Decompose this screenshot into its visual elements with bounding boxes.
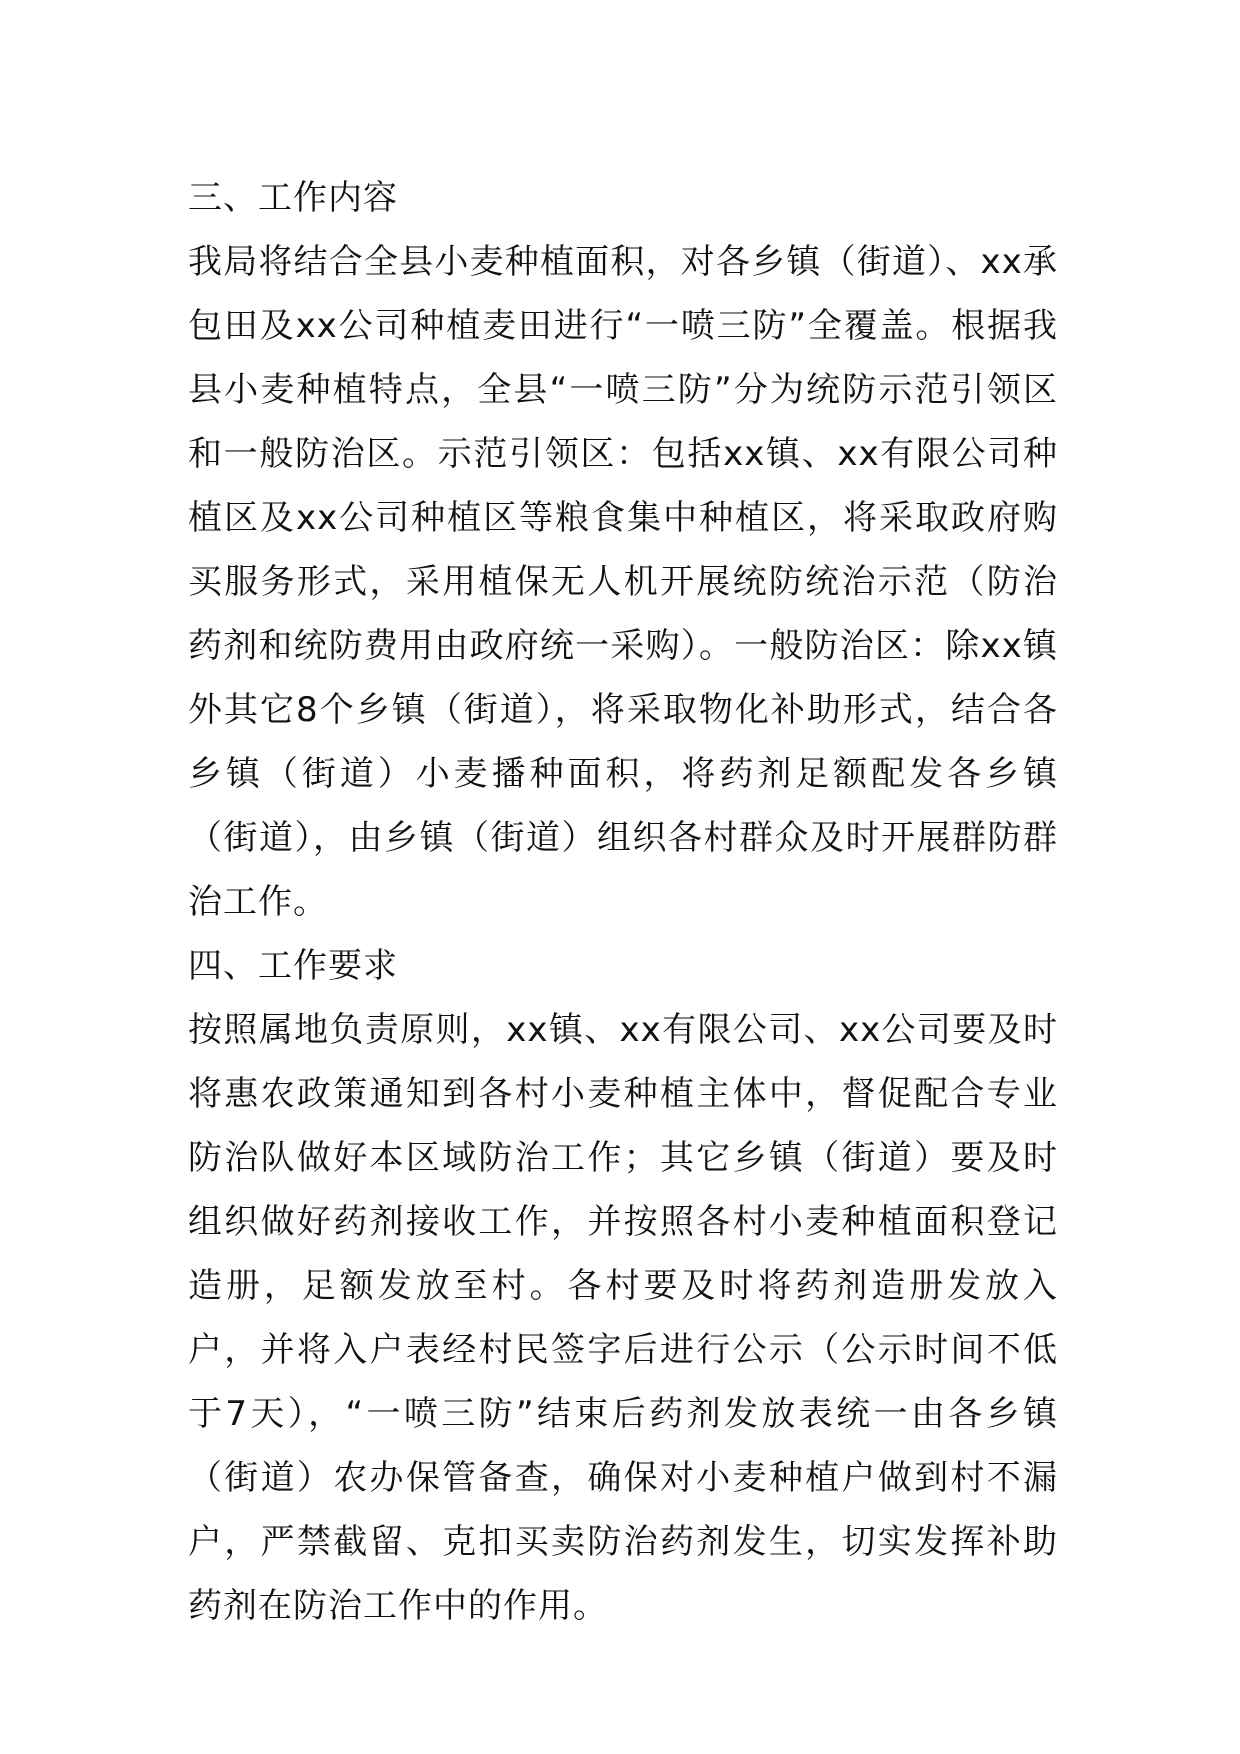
section-heading: 四、工作要求	[188, 946, 398, 986]
section-work-requirements	[188, 934, 1058, 1638]
section-heading: 三、工作内容	[188, 178, 398, 218]
section-work-content	[188, 166, 1058, 934]
section-paragraph: 我局将结合全县小麦种植面积，对各乡镇（街道）、xx承包田及xx公司种植麦田进行“一喷三防”全覆盖。根据我县小麦种植特点，全县“一喷三防”分为统防示范引领区和一般防治区。示范引领区：包括xx镇、xx有限公司种植区及xx公司种植区等粮食集中种植区，将采取政府购买服务形式，采用植保无人机开展统防统治示范（防治药剂和统防费用由政府统一采购）。一般防治区：除xx镇外其它8个乡镇（街道），将采取物化补助形式，结合各乡镇（街道）小麦播种面积，将药剂足额配发各乡镇（街道），由乡镇（街道）组织各村群众及时开展群防群治工作。	[188, 242, 1058, 922]
section-paragraph: 按照属地负责原则，xx镇、xx有限公司、xx公司要及时将惠农政策通知到各村小麦种植主体中，督促配合专业防治队做好本区域防治工作；其它乡镇（街道）要及时组织做好药剂接收工作，并按照各村小麦种植面积登记造册，足额发放至村。各村要及时将药剂造册发放入户，并将入户表经村民签字后进行公示（公示时间不低于7天），“一喷三防”结束后药剂发放表统一由各乡镇（街道）农办保管备查，确保对小麦种植户做到村不漏户，严禁截留、克扣买卖防治药剂发生，切实发挥补助药剂在防治工作中的作用。	[188, 1010, 1058, 1626]
document-body	[188, 166, 1058, 1638]
